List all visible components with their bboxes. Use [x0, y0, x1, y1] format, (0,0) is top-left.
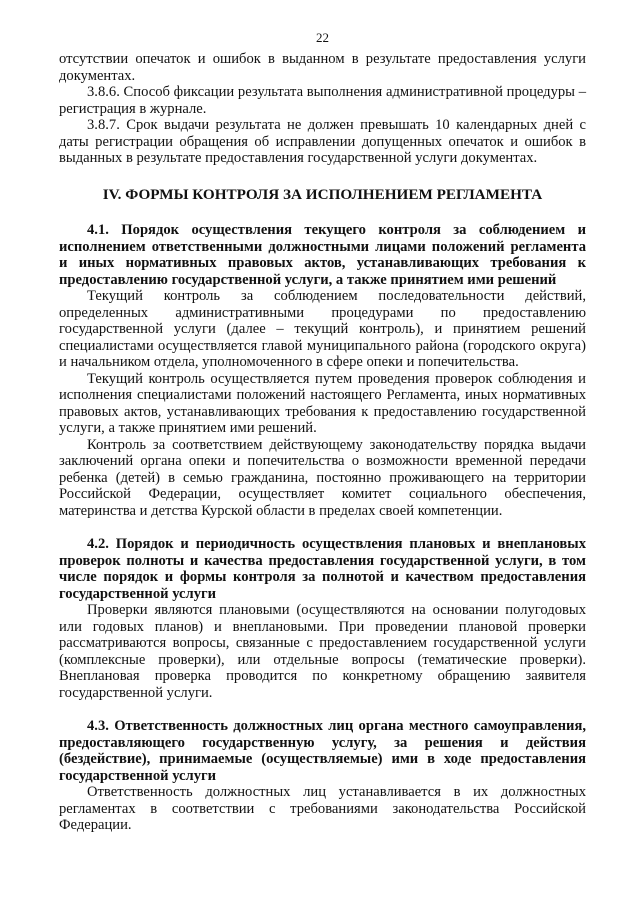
section-4-3-title: 4.3. Ответственность должностных лиц органа местного самоуправления, предоставляющего государственную услугу, за решения и действия (бездействие), принимаемые (осуществляемые) ими в ходе предоставления государственной услуги [59, 718, 586, 784]
page-number: 22 [316, 30, 329, 45]
paragraph-3-8-6: 3.8.6. Способ фиксации результата выполнения административной процедуры – регистрация в журнале. [59, 84, 586, 117]
section-4-3-paragraph: Ответственность должностных лиц устанавливается в их должностных регламентах в соответствии с требованиями законодательства Российской Федерации. [59, 784, 586, 833]
section-4-1-paragraph: Текущий контроль за соблюдением последовательности действий, определенных административными процедурами по предоставлению государственной услуги (далее – текущий контроль), и принятием решений специалистами осуществляется главой муниципального района (городского округа) и начальником отдела, уполномоченного в сфере опеки и попечительства. [59, 288, 586, 370]
chapter-title: IV. ФОРМЫ КОНТРОЛЯ ЗА ИСПОЛНЕНИЕМ РЕГЛАМЕНТА [102, 185, 543, 203]
section-4-1-paragraph: Текущий контроль осуществляется путем проведения проверок соблюдения и исполнения специалистами положений настоящего Регламента, иных нормативных правовых актов, устанавливающих требования к предоставлению государственной услуги, а также принятием ими решений. [59, 370, 586, 436]
section-4-1-title: 4.1. Порядок осуществления текущего контроля за соблюдением и исполнением ответственными должностными лицами положений регламента и иных нормативных правовых актов, устанавливающих требования к предоставлению государственной услуги, а также принятием ими решений [59, 222, 586, 288]
section-4-2-title: 4.2. Порядок и периодичность осуществления плановых и внеплановых проверок полноты и качества предоставления государственной услуги, в том числе порядок и формы контроля за полнотой и качеством предоставления государственной услуги [59, 536, 586, 602]
document-page [59, 30, 586, 834]
section-spacer [59, 519, 586, 536]
paragraph-3-8-7: 3.8.7. Срок выдачи результата не должен превышать 10 календарных дней с даты регистрации обращения об исправлении допущенных опечаток и ошибок в выданных в результате предоставления государственной услуги документах. [59, 117, 586, 166]
paragraph-continuation: отсутствии опечаток и ошибок в выданном в результате предоставления услуги документах. [59, 51, 586, 84]
section-spacer [59, 701, 586, 718]
section-4-2-paragraph: Проверки являются плановыми (осуществляются на основании полугодовых или годовых планов) и внеплановыми. При проведении плановой проверки рассматриваются вопросы, связанные с предоставлением государственной услуги (комплексные проверки), или отдельные вопросы (тематические проверки). Внеплановая проверка проводится по конкретному обращению заявителя государственной услуги. [59, 602, 586, 701]
section-4-1-paragraph: Контроль за соответствием действующему законодательству порядка выдачи заключений органа опеки и попечительства о возможности временной передачи ребенка (детей) в семью гражданина, постоянно проживающего на территории Российской Федерации, осуществляет комитет социального обеспечения, материнства и детства Курской области в пределах своей компетенции. [59, 436, 586, 519]
